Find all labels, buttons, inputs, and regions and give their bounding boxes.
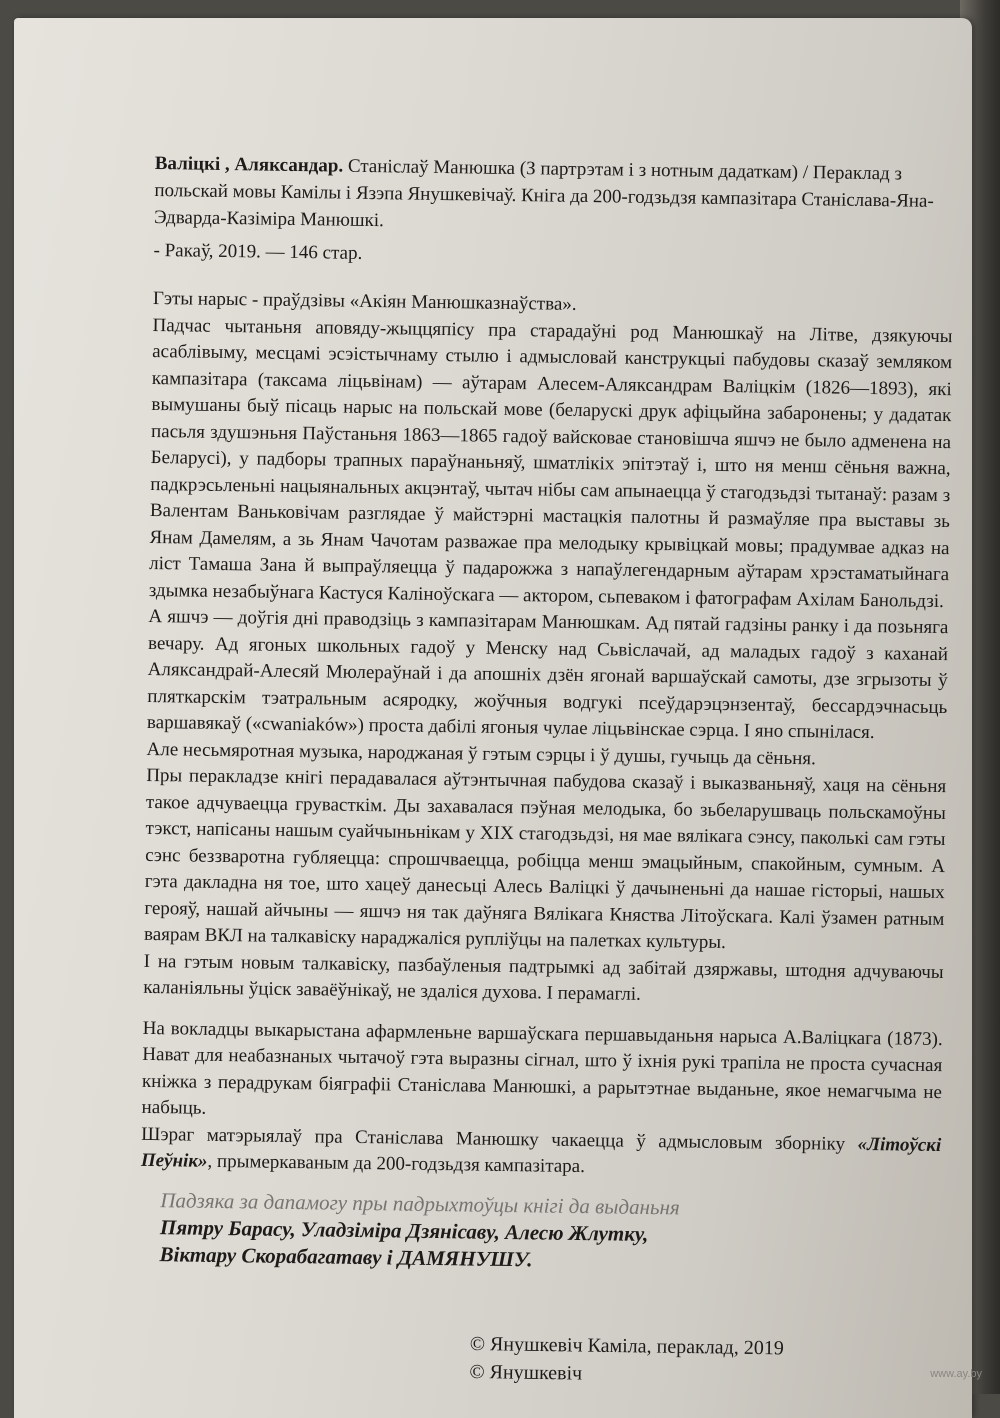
review-body: [143, 286, 953, 1013]
anthology-title: «Літоўскі Пеўнік»: [140, 1133, 942, 1172]
paragraph-5: Пры перакладзе кнігі перадавалася аўтэнтычная пабудова сказаў і выказваньняў, хаця на сёньня такое адчуваецца груваcткім. Ды захавалася пэўная мелодыка, бо зьбеларушваць польскамоўны тэкст, напісаны нашым суайчыньнікам у XIX стагодзьдзі, ня мае вялікага сэнсу, паколькі сам гэты сэнс беззваротна губляецца: спрошчваецца, робіцца менш эмацыйным, спакойным, сумным. А гэта дакладна ня тое, што хацеў данесьці Алесь Валіцкі ў дачыненьні да нашае гісторыі, нашых герояў, нашай айчыны — яшчэ ня так даўняга Вялікага Княства Літоўскага. Калі ўзамен ратным ваярам ВКЛ на талкавіску нараджаліся рупліўцы на палетках культуры.: [143, 764, 947, 954]
paragraph-4: Але несьмяротная музыка, народжаная ў гэтым сэрцы і ў душы, гучыць да сёньня.: [146, 738, 817, 769]
bibliographic-citation: [154, 150, 955, 242]
paragraph-6: І на гэтым новым талкавіску, пазбаўленыя падтрымкі ад забітай дзяржавы, штодня адчуваючы каланіяльны ўціск заваёўнікаў, не здаліся духова. І перамаглі.: [143, 950, 944, 1005]
watermark: www.ay.by: [930, 1368, 982, 1380]
paragraph-2: Падчас чытаньня аповяду-жыццяпісу пра старадаўні род Манюшкаў на Літве, дзякуючы асаблівыму, месцамі эсэістычнаму стылю і адмысловай канструкцыі пабудовы сказаў земляком кампазітара (таксама ліцьвінам) — аўтарам Алесем-Аляксандрам Валіцкім (1826—1893), які вымушаны быў пісаць нарыс на польскай мове (беларускі друк афіцыйна забаронены; у дадатак пасьля здушэньня Паўстаньня 1863—1865 гадоў вайсковае становішча яшчэ не было адменена на Беларусі), у падборы трапных параўнаньняў, шматлікіх эпітэтаў і, што ня менш сёньня важна, падкрэсьленьні нацыянальных акцэнтаў, чытач нібы сам апынаецца ў стагодзьдзі тытанаў: разам з Валентам Ваньковічам разглядае ў майстэрні мастацкія палотны й размаўляе пра выставы зь Янам Дамелям, а зь Янам Чачотам разважае пра мелодыку крывіцкай мовы; прадумвае адказ на ліст Тамаша Зана й выпраўляецца ў падарожжа з напаўлегендарным аўтарам хрэстаматыйнага здымка незабыўнага Кастуся Каліноўскага — актором, сьпеваком і фатографам Ахілам Банольдзі.: [148, 314, 953, 612]
copyright-line-2: © Янушкевіч: [469, 1360, 583, 1385]
anthology-note: [141, 1121, 942, 1185]
cover-note-paragraph: На вокладцы выкарыстана афармленьне варшаўскага першавыданьня нарыса А.Валіцкага (1873). Нават для неабазнаных чытачоў гэта выразны сігнал, што ў іхнія рукі трапіла не проста сучасная кніжка з перадрукам біяграфіі Станіслава Манюшкі, а рарытэтнае выданьне, якое немагчыма не набыць.: [141, 1017, 943, 1119]
acknowledgement-names-line-1: Пятру Барасу, Уладзіміра Дзянісаву, Алесю Жлутку,: [159, 1214, 649, 1246]
anthology-note-after: , прымеркаваным да 200-годзьдзя кампазітара.: [207, 1150, 586, 1178]
paragraph-3: А яшчэ — доўгія дні праводзіць з кампазітарам Манюшкам. Ад пятай гадзіны ранку і да позьняга вечару. Ад ягоных школьных гадоў у Менску над Сьвіслачай, ад маладых гадоў з каханай Аляксандрай-Алесяй Мюлераўнай і да апошніх дзён ягонай варшаўскай самоты, дзе згрызоты ў пляткарскім тэатральным асяродку, жоўчныя водгукі псеўдарэцэнзентаў, бессардэчнасьць варшавякаў («cwaniaków») проста дабілі ягоныя чулае ліцьвінскае сэрца. І яно спынілася.: [146, 605, 949, 744]
citation-author: Валіцкі , Аляксандар.: [154, 152, 344, 177]
citation-publication: - Ракаў, 2019. — 146 стар.: [153, 239, 363, 264]
cover-note: [141, 1015, 943, 1185]
acknowledgement: [159, 1187, 940, 1279]
copyright-notice: [469, 1330, 784, 1390]
citation-title: Станіслаў Манюшка (З партрэтам і з нотным дадаткам) / Пераклад з польскай мовы Камілы і Язэпа Янушкевічаў. Кніга да 200-годзьдзя кампазітара Станіслава-Яна-Эдварда-Казіміра Манюшкі.: [153, 155, 934, 232]
acknowledgement-names-line-2: Віктару Скорабагатаву і ДАМЯНУШУ.: [159, 1241, 533, 1271]
paragraph-1: Гэты нарыс - праўдзівы «Акіян Манюшказнаўства».: [152, 287, 577, 315]
anthology-note-before: Шэраг матэрыялаў пра Станіслава Манюшку чакаецца ў адмысловым зборніку: [141, 1123, 858, 1155]
acknowledgement-intro: Падзяка за дапамогу пры падрыхтоўцы кнігі да выданьня: [160, 1187, 680, 1219]
copyright-line-1: © Янушкевіч Каміла, пераклад, 2019: [469, 1332, 784, 1360]
page-content: [139, 150, 955, 1279]
